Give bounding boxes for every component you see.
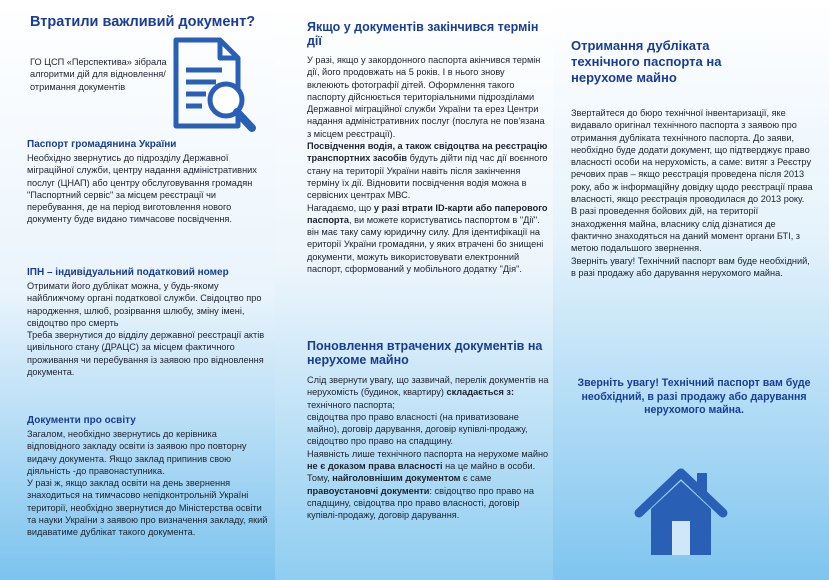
driver-license-bold: Посвідчення водія, а також свідоцтва на реєстрацію транспортних засобів	[307, 141, 548, 164]
driver-license-rest: будуть дійти під час дії воєнного стану на території України навіть після закінчення терміну їх дії. Відновити посвідчення водія можна в сервісних центрах МВС.	[307, 153, 548, 201]
panel3-heading: Отримання дубліката технічного паспорта на нерухоме майно	[571, 38, 722, 85]
driver-license-paragraph	[307, 140, 549, 201]
passport-title: Паспорт громадянина України	[27, 139, 177, 150]
ipn-text: Отримати його дублікат можна, у будь-якому найближчому органі податкової служби. Свідоцтво про народження, шлюб, розірвання шлюбу, зміну імені, свідоцтво про смерть Треба звернутися до відділу державної реєстрації актів цивільного стану (ДРАЦС) за місцем фактичного проживання чи перебування із заявою про відновлення документа.	[27, 281, 265, 378]
panel-expired-documents	[275, 0, 553, 580]
property-list-items: технічного паспорта; свідоцтва про право власності (на приватизоване майно), договір дарування, договір купівлі-продажу, свідоцтво про право на спадщину.	[307, 399, 528, 447]
ownership-bold-3: правоустановчі документи	[307, 485, 430, 496]
house-icon	[631, 463, 731, 559]
bti-paragraph: Звертайтеся до бюро технічної інвентаризації, яке видавало оригінал технічного паспорта з заявою про отримання дубліката технічного паспорта. До заяви, необхідно буде додати документ, що підтверджує право власності особи на нерухомість, а саме: витяг з Реєстру речових прав – якщо реєстрація проведена після 2013 року, або ж інформаційну довідку щодо реєстрації права власності, якщо реєстрація проводилася до 2013 року.	[571, 108, 813, 205]
panel1-intro: ГО ЦСП «Перспектива» зібрала алгоритми дій для відновлення/отримання документів	[30, 57, 167, 92]
combat-paragraph: В разі проведення бойових дій, на території знаходження майна, власнику слід дізнатися де фактично знаходяться на даний момент органи БТІ, з метою подальшого звернення.	[571, 206, 801, 254]
ownership-mid: на це майно в особи. Тому,	[307, 461, 536, 484]
panel-technical-passport	[553, 0, 829, 580]
property-docs-text	[307, 374, 549, 522]
id-card-paragraph	[307, 202, 549, 276]
ownership-bold-2: найголовнішим документом	[332, 473, 461, 484]
foreign-passport-paragraph: У разі, якщо у закордонного паспорта акінчився термін дії, його продовжать на 5 років. І в нього знову вклеюють фотографії дітей. Оформлення такого паспорту дійснюється територіальними підрозділами Державної міграційної служби України та ерез Центри надання адміністративних послуг (послуга не пов'язана з місцем реєстрації).	[307, 55, 545, 139]
ownership-paragraph	[307, 448, 549, 522]
expired-docs-text	[307, 54, 549, 275]
id-card-rest: , ви можете користуватись паспортом в "Дії". він має таку саму юридичну силу. Для ідентифікації на ериторії України громадяни, у яких втрачені бо знищені документи, можуть використовувати електронний паспорт, сформований у мобільного додатку "Дія".	[307, 214, 544, 275]
ownership-mid-2: є саме	[460, 473, 492, 484]
id-card-start: Нагадаємо, що	[307, 202, 374, 213]
education-text: Загалом, необхідно звернутись до керівника відповідного закладу освіти із заявою про повторну видачу документа. Якщо заклад припинив свою діяльність -до правонаступника. У разі ж, якщо заклад освіти на день звернення знаходиться на тимчасово непідконтрольній Україні території, необхідно звернутися до Міністерства освіти та науки України з заявою про визначення закладу, який видаватиме дублікат такого документа.	[27, 429, 268, 538]
passport-text: Необхідно звернутись до підрозділу Державної міграційної служби, центру надання адміністративних послуг (ЦНАП) або центру обслуговування громадян "Паспортний сервіс" за місцем реєстрації чи перебування, де на період виготовлення нового документу буде видано тимчасове посвідчення.	[27, 153, 257, 225]
panel2-heading-expired: Якщо у документів закінчився термін дії	[307, 20, 539, 48]
ownership-rest: : свідоцтво про право на спадщину, свідоцтва про право власності, договір купівлі-продажу, договір дарування.	[307, 485, 534, 521]
panel-lost-documents	[0, 0, 275, 580]
document-magnifier-icon	[172, 36, 258, 134]
ownership-start: Наявність лише технічного паспорта на нерухоме майно	[307, 448, 549, 459]
panel2-heading-property: Поновлення втрачених документів на нерухоме майно	[307, 339, 543, 367]
technical-passport-text	[571, 107, 816, 279]
panel1-heading: Втратили важливий документ?	[30, 14, 256, 30]
ipn-title: ІПН – індивідуальний податковий номер	[27, 267, 229, 278]
id-card-bold: у разі втрати ID-карти або паперового паспорта	[307, 202, 548, 225]
attention-paragraph: Зверніть увагу! Технічний паспорт вам буде необхідний, в разі продажу або дарування нерухомого майна.	[571, 255, 810, 278]
property-list-intro	[307, 374, 549, 399]
ownership-bold-1: не є доказом права власності	[307, 461, 443, 472]
property-list-bold: складається з:	[446, 387, 515, 398]
education-title: Документи про освіту	[27, 415, 136, 426]
attention-callout: Зверніть увагу! Технічний паспорт вам буде необхідний, в разі продажу або дарування нерухомого майна.	[577, 377, 811, 416]
property-list-start: Слід звернути увагу, що зазвичай, перелік документів на нерухомість (будинок, квартиру)	[307, 375, 549, 398]
